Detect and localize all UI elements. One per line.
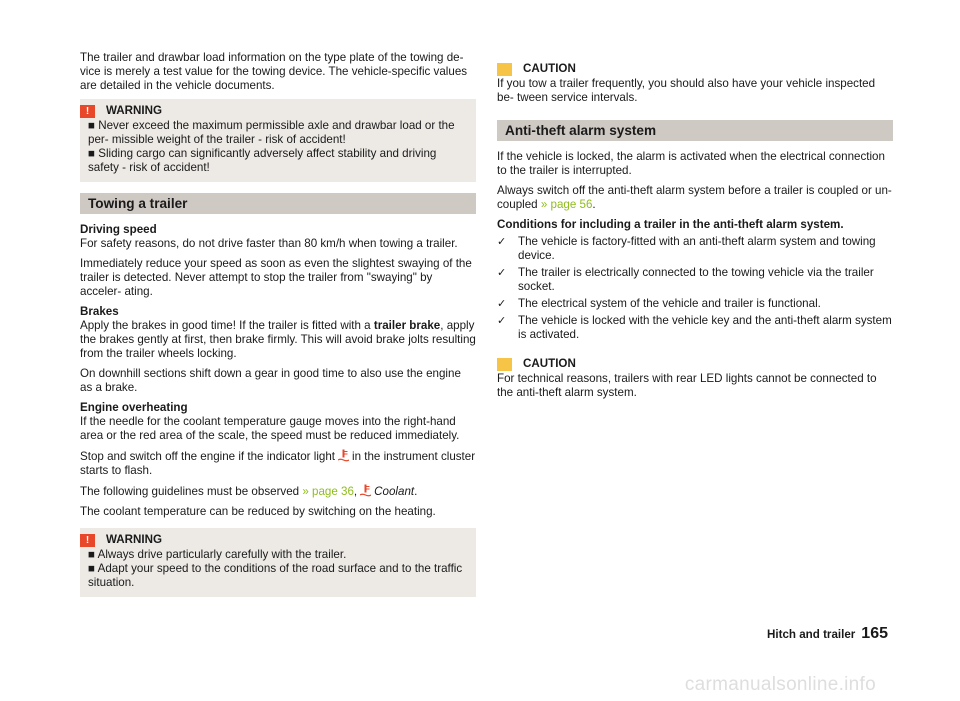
italic-term-coolant: Coolant [374, 485, 415, 498]
caution-header [497, 62, 893, 76]
section-heading-anti-theft: Anti-theft alarm system [497, 120, 893, 141]
caution-header [497, 357, 893, 371]
text-span: . [414, 485, 418, 498]
warning-header [85, 533, 468, 547]
warning-header [85, 104, 468, 118]
list-item [497, 235, 893, 263]
subheading-engine-overheating: Engine overheating [80, 401, 188, 414]
check-icon: ✓ [497, 315, 507, 327]
warning-icon: ! [80, 105, 95, 118]
check-icon: ✓ [497, 298, 507, 310]
warning-icon: ! [80, 534, 95, 547]
list-item [497, 314, 893, 342]
conditions-list [497, 235, 893, 342]
warning-box-driving [80, 528, 476, 597]
paragraph: If the needle for the coolant temperature gauge moves into the right-hand area or the red area of the scale, the speed must be reduced immediately. [80, 415, 460, 442]
watermark: carmanualsonline.info [684, 674, 876, 695]
check-icon: ✓ [497, 236, 507, 248]
text-span: , apply the brakes gently at first, then brake firmly. This will avoid brake jolts resulting from the trailer wheels locking. [80, 319, 476, 360]
warning-item: ■ Adapt your speed to the conditions of the road surface and to the traffic situation. [88, 562, 463, 589]
paragraph: Immediately reduce your speed as soon as even the slightest swaying of the trailer is detected. Never attempt to stop the trailer from "swaying" by acceler- ating. [80, 257, 472, 298]
right-column [497, 62, 893, 406]
page-footer [767, 627, 888, 642]
caution-icon [497, 358, 512, 371]
caution-icon [497, 63, 512, 76]
paragraph-switch-off [497, 184, 893, 212]
subheading-driving-speed: Driving speed [80, 223, 157, 236]
text-span: Always switch off the anti-theft alarm system before a trailer is coupled or un- coupled [497, 184, 892, 211]
conditions-heading: Conditions for including a trailer in the anti-theft alarm system. [497, 218, 844, 231]
list-item-text: The trailer is electrically connected to the towing vehicle via the trailer socket. [518, 266, 874, 293]
left-column [80, 51, 476, 604]
list-item [497, 266, 893, 294]
paragraph: For safety reasons, do not drive faster than 80 km/h when towing a trailer. [80, 237, 458, 250]
caution-text: If you tow a trailer frequently, you should also have your vehicle inspected be- tween service intervals. [497, 77, 876, 104]
paragraph-brakes [80, 319, 476, 361]
paragraph-guidelines [80, 484, 476, 499]
list-item-text: The vehicle is locked with the vehicle key and the anti-theft alarm system is activated. [518, 314, 892, 341]
list-item-text: The electrical system of the vehicle and trailer is functional. [518, 297, 821, 310]
page-number: 165 [861, 625, 888, 642]
coolant-temperature-icon [360, 484, 371, 497]
list-item-text: The vehicle is factory-fitted with an anti-theft alarm system and towing device. [518, 235, 876, 262]
warning-box-axle-load [80, 99, 476, 182]
list-item [497, 297, 893, 311]
coolant-temperature-icon [338, 449, 349, 462]
warning-item: ■ Never exceed the maximum permissible axle and drawbar load or the per- missible weight of the trailer - risk of accident! [88, 119, 455, 146]
page-link-56[interactable]: » page 56 [540, 198, 593, 211]
caution-text: For technical reasons, trailers with rear LED lights cannot be connected to the anti-theft alarm system. [497, 372, 877, 399]
paragraph: If the vehicle is locked, the alarm is activated when the electrical connection to the trailer is interrupted. [497, 150, 885, 177]
paragraph: The coolant temperature can be reduced by switching on the heating. [80, 505, 436, 518]
warning-title: WARNING [106, 533, 163, 546]
bold-term-trailer-brake: trailer brake [373, 319, 441, 332]
text-span: Apply the brakes in good time! If the trailer is fitted with a [80, 319, 374, 332]
intro-paragraph: The trailer and drawbar load information on the type plate of the towing de- vice is merely a test value for the towing device. The vehicle-specific values are detailed in the vehicle documents. [80, 51, 468, 92]
warning-title: WARNING [106, 104, 163, 117]
warning-item: ■ Always drive particularly carefully with the trailer. [88, 548, 347, 561]
paragraph: On downhill sections shift down a gear in good time to also use the engine as a brake. [80, 367, 461, 394]
paragraph-indicator-light [80, 449, 476, 478]
text-span: , [353, 485, 358, 498]
page-link-36[interactable]: » page 36 [302, 485, 354, 498]
check-icon: ✓ [497, 267, 507, 279]
text-span: Stop and switch off the engine if the indicator light [80, 450, 336, 463]
section-heading-towing: Towing a trailer [80, 193, 476, 214]
subheading-brakes: Brakes [80, 305, 119, 318]
chapter-title: Hitch and trailer [767, 628, 856, 641]
warning-item: ■ Sliding cargo can significantly adversely affect stability and driving safety - risk of accident! [88, 147, 437, 174]
text-span: in the instrument cluster starts to flash. [80, 450, 476, 477]
caution-title: CAUTION [523, 62, 576, 75]
text-span: The following guidelines must be observed [80, 485, 303, 498]
caution-title: CAUTION [523, 357, 576, 370]
text-span: . [592, 198, 596, 211]
